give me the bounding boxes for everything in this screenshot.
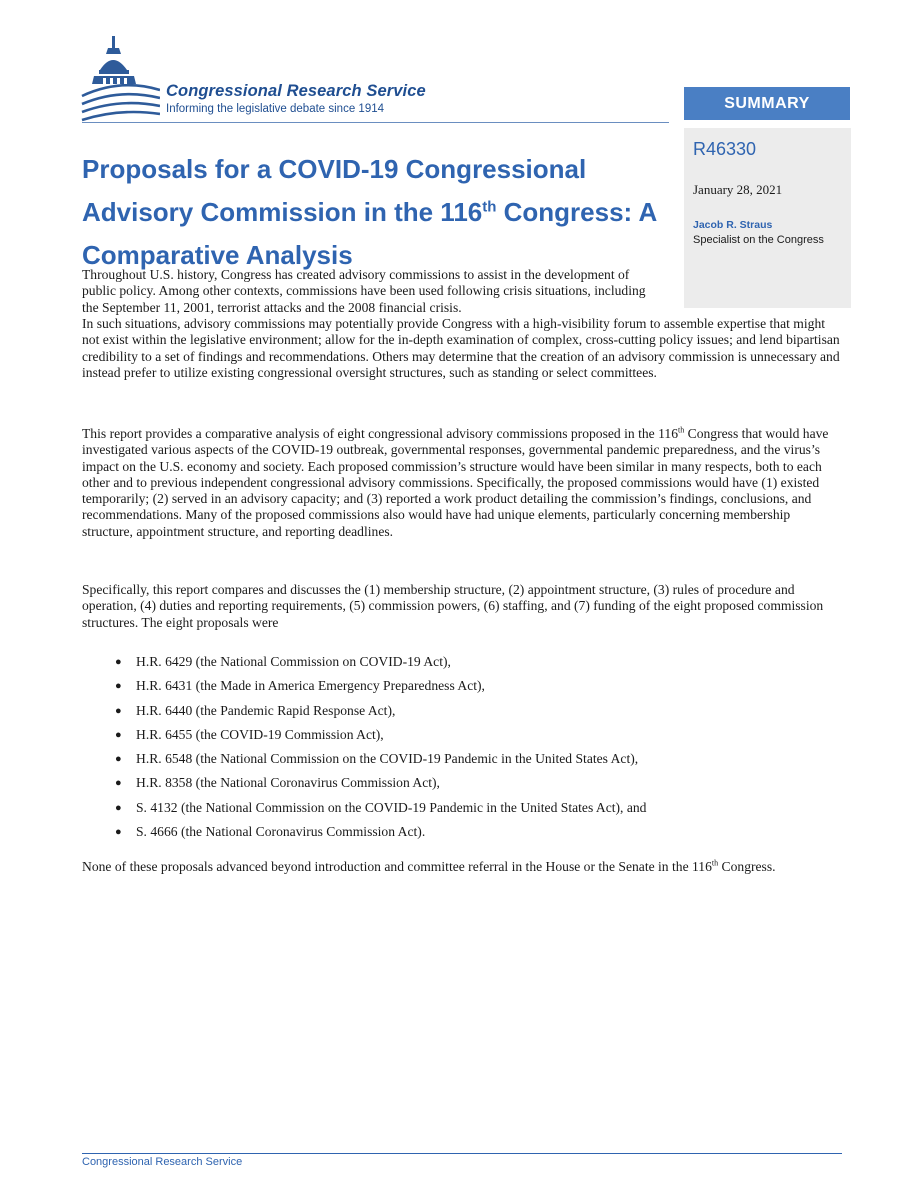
list-item xyxy=(112,800,832,824)
bullet-icon: ● xyxy=(115,801,122,814)
bill-item-text: H.R. 6548 (the National Commission on the COVID-19 Pandemic in the United States Act), xyxy=(136,751,639,767)
bullet-icon: ● xyxy=(115,728,122,741)
bullet-icon: ● xyxy=(115,826,122,839)
analysis-text-start: This report provides a comparative analysis of eight congressional advisory commissions proposed in the 116 xyxy=(82,426,678,441)
analysis-paragraph xyxy=(82,426,844,540)
list-item xyxy=(112,678,832,702)
crs-logo xyxy=(80,34,480,124)
bullet-icon: ● xyxy=(115,680,122,693)
author-title: Specialist on the Congress xyxy=(693,234,824,246)
bullet-icon: ● xyxy=(115,656,122,668)
bill-list xyxy=(112,654,832,848)
header-divider xyxy=(82,122,669,123)
bill-item-text: S. 4132 (the National Commission on the COVID-19 Pandemic in the United States Act), and xyxy=(136,799,647,815)
analysis-text-end: Congress that would have investigated various aspects of the COVID-19 outbreak, governmental responses, governmental pandemic preparedness, and the virus’s impact on the U.S. economy and society. Each proposed commission’s structure would have been similar in many respects, both to each other and to previous independent congressional advisory commissions. Specifically, the proposed commissions would have (1) existed temporarily; (2) served in an advisory capacity; and (3) reported a work product detailing the commission’s findings, conclusions, and recommendations. Many of the proposed commissions also would have had unique elements, particularly concerning membership structure, appointment structure, and reporting deadlines. xyxy=(82,426,829,539)
comparison-paragraph: Specifically, this report compares and discusses the (1) membership structure, (2) appointment structure, (3) rules of procedure and operation, (4) duties and reporting requirements, (5) commission powers, (6) staffing, and (7) funding of the eight proposed commission structures. The eight proposals were xyxy=(82,582,824,630)
org-name: Congressional Research Service xyxy=(166,82,426,100)
capitol-dome-icon xyxy=(80,34,160,122)
footer-text: Congressional Research Service xyxy=(82,1156,243,1168)
list-item xyxy=(112,824,832,848)
title-text-start: Proposals for a COVID-19 Congressional Advisory Commission in the 116 xyxy=(82,154,587,227)
report-number: R46330 xyxy=(693,139,757,159)
title-text-end: Congress: A Comparative Analysis xyxy=(82,197,657,270)
list-item xyxy=(112,775,832,799)
bill-item-text: H.R. 6440 (the Pandemic Rapid Response Act), xyxy=(136,702,396,718)
list-item xyxy=(112,751,832,775)
report-title xyxy=(82,148,682,277)
bill-item-text: H.R. 6429 (the National Commission on COVID-19 Act), xyxy=(136,654,451,669)
bill-item-text: S. 4666 (the National Coronavirus Commission Act). xyxy=(136,824,426,840)
bill-item-text: H.R. 6431 (the Made in America Emergency Preparedness Act), xyxy=(136,678,485,694)
bullet-icon: ● xyxy=(115,704,122,717)
summary-heading: SUMMARY xyxy=(684,87,850,120)
list-item xyxy=(112,727,832,751)
footer-divider xyxy=(82,1153,842,1154)
bill-item-text: H.R. 6455 (the COVID-19 Commission Act), xyxy=(136,726,384,742)
analysis-superscript: th xyxy=(678,425,685,435)
org-tagline: Informing the legislative debate since 1914 xyxy=(166,103,385,115)
intro-paragraph-continued: In such situations, advisory commissions may potentially provide Congress with a high-visibility forum to assemble expertise that might not exist within the legislative environment; allow for the in-depth examination of complex, cross-cutting policy issues; and lend bipartisan credibility to a set of findings and recommendations. Others may determine that the creation of an advisory commission is unnecessary and instead prefer to utilize existing congressional oversight structures, such as standing or select committees. xyxy=(82,316,840,380)
intro-paragraph: Throughout U.S. history, Congress has created advisory commissions to assist in the development of public policy. Among other contexts, commissions have been used following crisis situations, including the September 11, 2001, terrorist attacks and the 2008 financial crisis. xyxy=(82,267,646,315)
title-superscript: th xyxy=(482,198,497,216)
bill-item-text: H.R. 8358 (the National Coronavirus Commission Act), xyxy=(136,775,440,791)
conclusion-superscript: th xyxy=(711,858,719,868)
conclusion-paragraph xyxy=(82,859,844,875)
list-item xyxy=(112,703,832,727)
report-date: January 28, 2021 xyxy=(693,182,783,197)
bullet-icon: ● xyxy=(115,753,122,766)
conclusion-text-start: None of these proposals advanced beyond introduction and committee referral in the House or the Senate in the 116 xyxy=(82,859,712,874)
author-name: Jacob R. Straus xyxy=(693,219,773,231)
bullet-icon: ● xyxy=(115,777,122,790)
conclusion-text-end: Congress. xyxy=(718,859,776,874)
list-item xyxy=(112,654,832,678)
